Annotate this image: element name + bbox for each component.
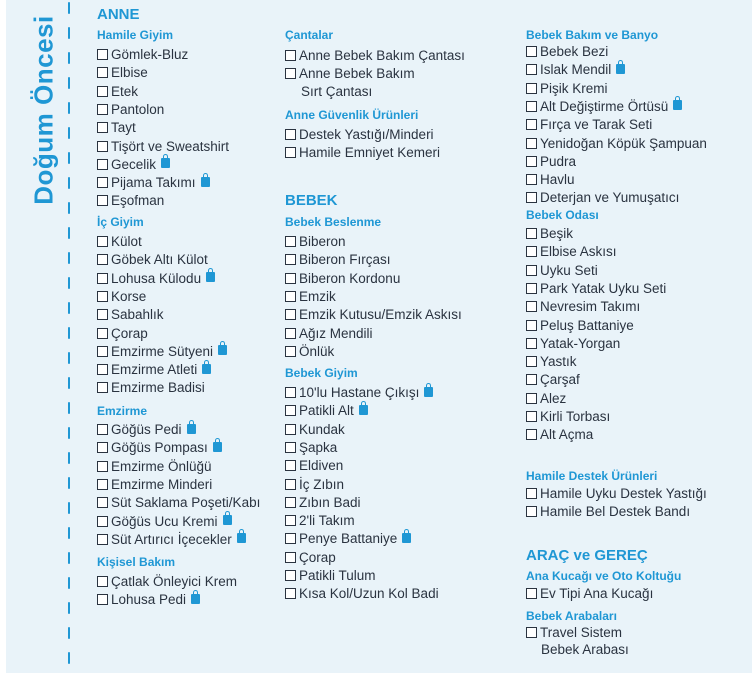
checklist-item-elbise[interactable] <box>97 65 148 80</box>
checklist-item-zibin-badi[interactable] <box>285 495 361 510</box>
checklist-item-yenidogan-kopuk-sampuan[interactable] <box>526 136 707 151</box>
checklist-item-penye-battaniye[interactable] <box>285 531 411 546</box>
bag-icon <box>187 424 196 434</box>
checklist-item-pelus-battaniye[interactable] <box>526 318 634 333</box>
checkbox[interactable] <box>285 291 296 302</box>
checklist-item-label: Yenidoğan Köpük Şampuan <box>540 135 707 151</box>
checkbox[interactable] <box>526 283 537 294</box>
checklist-item-label: Peluş Battaniye <box>540 317 634 333</box>
checklist-item-label: Emzirme Önlüğü <box>111 458 212 474</box>
checklist-item-emzirme-atleti[interactable] <box>97 362 211 377</box>
checklist-item-deterjan-ve-yumusatici[interactable] <box>526 190 679 205</box>
checklist-item-label: Kundak <box>299 421 345 437</box>
checkbox[interactable] <box>97 382 108 393</box>
divider-tick <box>68 402 70 414</box>
cantalar-continuation: Sırt Çantası <box>301 84 373 99</box>
checklist-item-gogus-pedi[interactable] <box>97 422 196 437</box>
checkbox[interactable] <box>526 83 537 94</box>
checkbox[interactable] <box>97 291 108 302</box>
bag-icon <box>223 515 232 525</box>
checkbox[interactable] <box>97 346 108 357</box>
checklist-item-label: Gecelik <box>111 156 157 172</box>
checklist-item-label: Göğüs Pedi <box>111 422 182 437</box>
checklist-item-label: Gömlek-Bluz <box>111 47 189 62</box>
checkbox[interactable] <box>285 236 296 247</box>
divider-tick <box>68 452 70 464</box>
checklist-item-gecelik[interactable] <box>97 157 170 172</box>
checkbox[interactable] <box>285 129 296 140</box>
checklist-item-label: Kısa Kol/Uzun Kol Badi <box>299 586 439 602</box>
checklist-item-label: 10'lu Hastane Çıkışı <box>299 385 420 400</box>
group-bebek-beslenme: Bebek Beslenme <box>285 215 382 229</box>
checklist-item-label: Penye Battaniye <box>299 531 398 547</box>
checklist-item-label: Önlük <box>299 343 335 359</box>
checkbox[interactable] <box>526 338 537 349</box>
checklist-item-elbise-askisi[interactable] <box>526 244 617 259</box>
bag-icon <box>402 533 411 543</box>
bag-icon <box>201 177 210 187</box>
bag-icon <box>202 364 211 374</box>
checklist-item-kundak[interactable] <box>285 422 345 437</box>
divider-tick <box>68 152 70 164</box>
checklist-item-gomlek-bluz[interactable] <box>97 47 188 62</box>
checklist-item-biberon-fircasi[interactable] <box>285 252 391 267</box>
bag-icon <box>161 158 170 168</box>
checklist-item-label: Emzik Kutusu/Emzik Askısı <box>299 307 462 323</box>
checklist-item-label: Patikli Tulum <box>299 568 376 583</box>
checkbox[interactable] <box>97 177 108 188</box>
checkbox[interactable] <box>97 254 108 265</box>
checklist-item-label: Eşofman <box>111 193 165 209</box>
checklist-item-label: Etek <box>111 83 139 99</box>
checkbox[interactable] <box>285 588 296 599</box>
checkbox[interactable] <box>285 515 296 526</box>
checklist-item-label: Pişik Kremi <box>540 80 608 96</box>
checkbox[interactable] <box>285 479 296 490</box>
checklist-item-label: Göğüs Ucu Kremi <box>111 513 218 529</box>
checklist-item-label: Biberon Fırçası <box>299 252 391 268</box>
section-anne: ANNE <box>97 6 140 23</box>
checklist-item-destek-yastigi-minderi[interactable] <box>285 127 434 142</box>
checkbox[interactable] <box>526 393 537 404</box>
bag-icon <box>616 64 625 74</box>
divider-tick <box>68 102 70 114</box>
checklist-item-emzik[interactable] <box>285 289 336 304</box>
checkbox[interactable] <box>97 67 108 78</box>
checklist-item-anne-bebek-bakim-cantasi[interactable] <box>285 48 465 63</box>
checklist-item-label: Lohusa Külodu <box>111 270 202 286</box>
divider-tick <box>68 202 70 214</box>
divider-ticks <box>68 2 74 667</box>
checklist-item-pisik-kremi[interactable] <box>526 81 608 96</box>
checklist-item-etek[interactable] <box>97 84 138 99</box>
checkbox[interactable] <box>97 309 108 320</box>
group-bebek-arabalari: Bebek Arabaları <box>526 609 617 623</box>
checklist-item-ic-zibin[interactable] <box>285 477 344 492</box>
divider-tick <box>68 277 70 289</box>
checklist-item-label: Anne Bebek Bakım Çantası <box>299 48 465 63</box>
checklist-item-label: Emzirme Badisi <box>111 380 205 396</box>
divider-tick <box>68 427 70 439</box>
checklist-item-label: Hamile Uyku Destek Yastığı <box>540 486 707 501</box>
checkbox[interactable] <box>97 195 108 206</box>
checkbox[interactable] <box>526 119 537 130</box>
checklist-item-esofman[interactable] <box>97 193 164 208</box>
divider-tick <box>68 352 70 364</box>
checklist-item-biberon[interactable] <box>285 234 346 249</box>
checklist-item-sut-artirici-icecekler[interactable] <box>97 532 246 547</box>
checklist-item-uyku-seti[interactable] <box>526 263 598 278</box>
checklist-item-label: Anne Bebek Bakım <box>299 66 415 82</box>
checklist-item-gobek-alti-kulot[interactable] <box>97 252 208 267</box>
group-kisisel-bakim: Kişisel Bakım <box>97 555 176 569</box>
checklist-item-label: Alez <box>540 390 567 406</box>
divider-tick <box>68 227 70 239</box>
checklist-item-ev-tipi-ana-kucagi[interactable] <box>526 586 653 601</box>
divider-tick <box>68 602 70 614</box>
divider-tick <box>68 327 70 339</box>
checklist-item-firca-ve-tarak-seti[interactable] <box>526 117 652 132</box>
checkbox[interactable] <box>285 68 296 79</box>
checklist-item-catlak-onleyici-krem[interactable] <box>97 574 237 589</box>
checkbox[interactable] <box>97 86 108 97</box>
checkbox[interactable] <box>97 497 108 508</box>
checklist-item-label: İç Zıbın <box>299 476 345 492</box>
checkbox[interactable] <box>526 429 537 440</box>
checkbox[interactable] <box>526 174 537 185</box>
group-hamile-destek: Hamile Destek Ürünleri <box>526 469 658 483</box>
checkbox[interactable] <box>97 442 108 453</box>
checkbox[interactable] <box>97 328 108 339</box>
checkbox[interactable] <box>526 411 537 422</box>
bag-icon <box>206 272 215 282</box>
checklist-item-patikli-alt[interactable] <box>285 403 368 418</box>
checkbox[interactable] <box>285 552 296 563</box>
checkbox[interactable] <box>526 246 537 257</box>
checklist-item-label: Emzik <box>299 288 336 304</box>
checklist-item-label: 2'li Takım <box>299 513 355 529</box>
checklist-item-gogus-pompasi[interactable] <box>97 440 222 455</box>
checklist-item-pantolon[interactable] <box>97 102 164 117</box>
checklist-item-label: Süt Saklama Poşeti/Kabı <box>111 495 261 511</box>
checkbox[interactable] <box>526 64 537 75</box>
group-bebek-odasi: Bebek Odası <box>526 208 599 222</box>
checklist-item-label: Kirli Torbası <box>540 409 611 424</box>
side-title: Doğum Öncesi <box>28 15 59 205</box>
checkbox[interactable] <box>526 506 537 517</box>
checkbox[interactable] <box>97 104 108 115</box>
divider-tick <box>68 502 70 514</box>
divider-tick <box>68 52 70 64</box>
divider-tick <box>68 252 70 264</box>
checklist-item-label: Korse <box>111 288 147 304</box>
group-bebek-giyim: Bebek Giyim <box>285 366 358 380</box>
checklist-item-label: Hamile Bel Destek Bandı <box>540 504 691 520</box>
checklist-item-label: Eldiven <box>299 458 344 474</box>
checklist-item-label: Nevresim Takımı <box>540 299 641 315</box>
checkbox[interactable] <box>526 138 537 149</box>
checklist-item-label: Yatak-Yorgan <box>540 335 621 351</box>
checklist-item-label: Pudra <box>540 153 577 169</box>
checklist-item-tayt[interactable] <box>97 120 136 135</box>
checkbox[interactable] <box>97 122 108 133</box>
checkbox[interactable] <box>526 374 537 385</box>
divider-tick <box>68 577 70 589</box>
checkbox[interactable] <box>526 156 537 167</box>
checklist-item-label: Emzirme Minderi <box>111 476 213 492</box>
checkbox[interactable] <box>285 328 296 339</box>
checklist-item-label: Bebek Bezi <box>540 44 609 59</box>
group-cantalar: Çantalar <box>285 28 334 42</box>
checklist-item-label: Yastık <box>540 354 577 370</box>
checklist-item-label: Beşik <box>540 226 574 241</box>
divider-tick <box>68 2 70 14</box>
checklist-item-park-yatak-uyku-seti[interactable] <box>526 281 666 296</box>
checklist-item-yatak-yorgan[interactable] <box>526 336 620 351</box>
checklist-item-patikli-tulum[interactable] <box>285 568 376 583</box>
checklist-item-label: Biberon Kordonu <box>299 270 401 286</box>
checklist-item-onluk[interactable] <box>285 344 334 359</box>
checkbox[interactable] <box>526 356 537 367</box>
checkbox[interactable] <box>97 273 108 284</box>
checkbox[interactable] <box>97 461 108 472</box>
checklist-item-label: Çorap <box>111 325 148 341</box>
checklist-item-yastik[interactable] <box>526 354 577 369</box>
checklist-item-label: Destek Yastığı/Minderi <box>299 127 434 142</box>
checkbox[interactable] <box>526 101 537 112</box>
bag-icon <box>359 405 368 415</box>
checklist-item-biberon-kordonu[interactable] <box>285 271 400 286</box>
divider-tick <box>68 177 70 189</box>
checklist-item-label: Şapka <box>299 439 338 455</box>
checklist-item-besik[interactable] <box>526 226 573 241</box>
checklist-item-eldiven[interactable] <box>285 458 343 473</box>
checklist-item-label: Uyku Seti <box>540 262 598 278</box>
divider-tick <box>68 377 70 389</box>
checklist-item-label: Külot <box>111 234 142 249</box>
checklist-item-label: Elbise Askısı <box>540 244 617 260</box>
checkbox[interactable] <box>285 533 296 544</box>
checklist-item-label: Ağız Mendili <box>299 325 373 341</box>
checklist-item-label: Süt Artırıcı İçecekler <box>111 531 232 547</box>
checkbox[interactable] <box>526 192 537 203</box>
checkbox[interactable] <box>285 346 296 357</box>
checklist-item-label: Alt Açma <box>540 427 594 443</box>
checklist-item-kisa-kol-uzun-kol-badi[interactable] <box>285 586 439 601</box>
bag-icon <box>237 533 246 543</box>
checklist-item-hamile-uyku-destek-yastigi[interactable] <box>526 486 707 501</box>
group-hamile-giyim: Hamile Giyim <box>97 28 174 42</box>
checkbox[interactable] <box>97 594 108 605</box>
checklist-item-gogus-ucu-kremi[interactable] <box>97 514 232 529</box>
checkbox[interactable] <box>97 576 108 587</box>
section-arac-gerec: ARAÇ ve GEREÇ <box>526 547 648 564</box>
checklist-item-10-lu-hastane-cikisi[interactable] <box>285 385 433 400</box>
checklist-item-havlu[interactable] <box>526 172 575 187</box>
checklist-item-sut-saklama-poseti-kabi[interactable] <box>97 495 260 510</box>
checkbox[interactable] <box>97 236 108 247</box>
checklist-item-lohusa-pedi[interactable] <box>97 592 200 607</box>
checklist-item-label: Biberon <box>299 234 346 249</box>
checkbox[interactable] <box>97 141 108 152</box>
group-bakim-banyo: Bebek Bakım ve Banyo <box>526 28 659 42</box>
checkbox[interactable] <box>526 488 537 499</box>
checklist-item-tisort-ve-sweatshirt[interactable] <box>97 139 229 154</box>
checklist-item-anne-bebek-bakim[interactable] <box>285 66 415 81</box>
checklist-item-hamile-emniyet-kemeri[interactable] <box>285 145 440 160</box>
divider-tick <box>68 127 70 139</box>
checklist-item-hamile-bel-destek-bandi[interactable] <box>526 504 690 519</box>
divider-tick <box>68 477 70 489</box>
checklist-item-corap[interactable] <box>285 550 336 565</box>
checkbox[interactable] <box>97 364 108 375</box>
checklist-item-label: Patikli Alt <box>299 403 354 419</box>
checkbox[interactable] <box>285 147 296 158</box>
divider-tick <box>68 27 70 39</box>
checklist-page <box>6 0 752 673</box>
checklist-item-label: Fırça ve Tarak Seti <box>540 117 653 133</box>
checkbox[interactable] <box>285 405 296 416</box>
checkbox[interactable] <box>97 49 108 60</box>
divider-tick <box>68 527 70 539</box>
checkbox[interactable] <box>97 159 108 170</box>
checklist-item-emzirme-badisi[interactable] <box>97 380 205 395</box>
checklist-item-lohusa-kulodu[interactable] <box>97 271 215 286</box>
checklist-item-kirli-torbasi[interactable] <box>526 409 610 424</box>
checkbox[interactable] <box>526 301 537 312</box>
checklist-item-label: Deterjan ve Yumuşatıcı <box>540 190 680 206</box>
checklist-item-agiz-mendili[interactable] <box>285 326 373 341</box>
checklist-item-emzirme-onlugu[interactable] <box>97 459 212 474</box>
checklist-item-emzirme-sutyeni[interactable] <box>97 344 227 359</box>
checklist-item-emzirme-minderi[interactable] <box>97 477 212 492</box>
divider-tick <box>68 552 70 564</box>
checklist-item-label: Ev Tipi Ana Kucağı <box>540 586 654 601</box>
checkbox[interactable] <box>526 265 537 276</box>
checkbox[interactable] <box>285 387 296 398</box>
checklist-item-label: Tayt <box>111 120 136 136</box>
group-ic-giyim: İç Giyim <box>97 215 144 229</box>
checklist-item-label: Pijama Takımı <box>111 175 196 191</box>
checklist-item-label: Pantolon <box>111 101 165 117</box>
checklist-item-bebek-bezi[interactable] <box>526 44 608 59</box>
divider-tick <box>68 627 70 639</box>
divider-tick <box>68 302 70 314</box>
checkbox[interactable] <box>526 320 537 331</box>
checklist-item-nevresim-takimi[interactable] <box>526 299 640 314</box>
checkbox[interactable] <box>97 479 108 490</box>
checklist-item-2-li-takim[interactable] <box>285 513 355 528</box>
arabalari-continuation: Bebek Arabası <box>541 642 629 657</box>
checklist-item-carsaf[interactable] <box>526 372 580 387</box>
checkbox[interactable] <box>526 627 537 638</box>
checkbox[interactable] <box>97 424 108 435</box>
checkbox[interactable] <box>97 516 108 527</box>
group-emzirme: Emzirme <box>97 404 148 418</box>
checkbox[interactable] <box>285 254 296 265</box>
checklist-item-label: Sabahlık <box>111 307 164 323</box>
checklist-item-label: Elbise <box>111 65 148 81</box>
section-bebek: BEBEK <box>285 192 338 209</box>
bag-icon <box>191 594 200 604</box>
checklist-item-label: Islak Mendil <box>540 62 612 78</box>
checklist-item-travel-sistem[interactable] <box>526 625 622 640</box>
checklist-item-label: Zıbın Badi <box>299 494 361 510</box>
checklist-item-label: Tişört ve Sweatshirt <box>111 138 230 154</box>
checklist-item-islak-mendil[interactable] <box>526 62 625 77</box>
checkbox[interactable] <box>285 50 296 61</box>
bag-icon <box>218 345 227 355</box>
checkbox[interactable] <box>526 46 537 57</box>
group-anne-guvenlik: Anne Güvenlik Ürünleri <box>285 108 419 122</box>
checkbox[interactable] <box>285 273 296 284</box>
checkbox[interactable] <box>285 460 296 471</box>
checklist-item-label: Travel Sistem <box>540 625 623 640</box>
checklist-item-label: Emzirme Sütyeni <box>111 343 214 359</box>
checklist-item-pijama-takimi[interactable] <box>97 175 210 190</box>
checklist-item-alez[interactable] <box>526 391 566 406</box>
checklist-item-label: Çarşaf <box>540 372 580 388</box>
checklist-item-label: Çorap <box>299 549 336 565</box>
bag-icon <box>424 387 433 397</box>
checklist-item-label: Göbek Altı Külot <box>111 252 208 268</box>
checkbox[interactable] <box>285 309 296 320</box>
checklist-item-label: Emzirme Atleti <box>111 362 198 378</box>
checklist-item-label: Çatlak Önleyici Krem <box>111 574 238 589</box>
checklist-item-label: Alt Değiştirme Örtüsü <box>540 98 669 114</box>
checklist-item-alt-degistirme-ortusu[interactable] <box>526 99 682 114</box>
bag-icon <box>673 100 682 110</box>
checklist-item-label: Hamile Emniyet Kemeri <box>299 145 441 161</box>
bag-icon <box>213 442 222 452</box>
checklist-item-corap[interactable] <box>97 326 148 341</box>
checklist-item-pudra[interactable] <box>526 154 576 169</box>
checkbox[interactable] <box>526 588 537 599</box>
group-ana-kucagi: Ana Kucağı ve Oto Koltuğu <box>526 569 682 583</box>
checklist-item-label: Havlu <box>540 172 575 188</box>
divider-tick <box>68 77 70 89</box>
checklist-item-label: Göğüs Pompası <box>111 440 208 456</box>
checkbox[interactable] <box>285 424 296 435</box>
checklist-item-sabahlik[interactable] <box>97 307 164 322</box>
checkbox[interactable] <box>285 497 296 508</box>
divider-tick <box>68 652 70 664</box>
checkbox[interactable] <box>526 228 537 239</box>
checklist-item-alt-acma[interactable] <box>526 427 593 442</box>
checkbox[interactable] <box>285 570 296 581</box>
checklist-item-emzik-kutusu-emzik-askisi[interactable] <box>285 307 462 322</box>
checklist-item-korse[interactable] <box>97 289 146 304</box>
checkbox[interactable] <box>285 442 296 453</box>
checklist-item-sapka[interactable] <box>285 440 337 455</box>
checklist-item-label: Park Yatak Uyku Seti <box>540 280 667 296</box>
checklist-item-label: Lohusa Pedi <box>111 592 187 608</box>
checkbox[interactable] <box>97 534 108 545</box>
checklist-item-kulot[interactable] <box>97 234 142 249</box>
